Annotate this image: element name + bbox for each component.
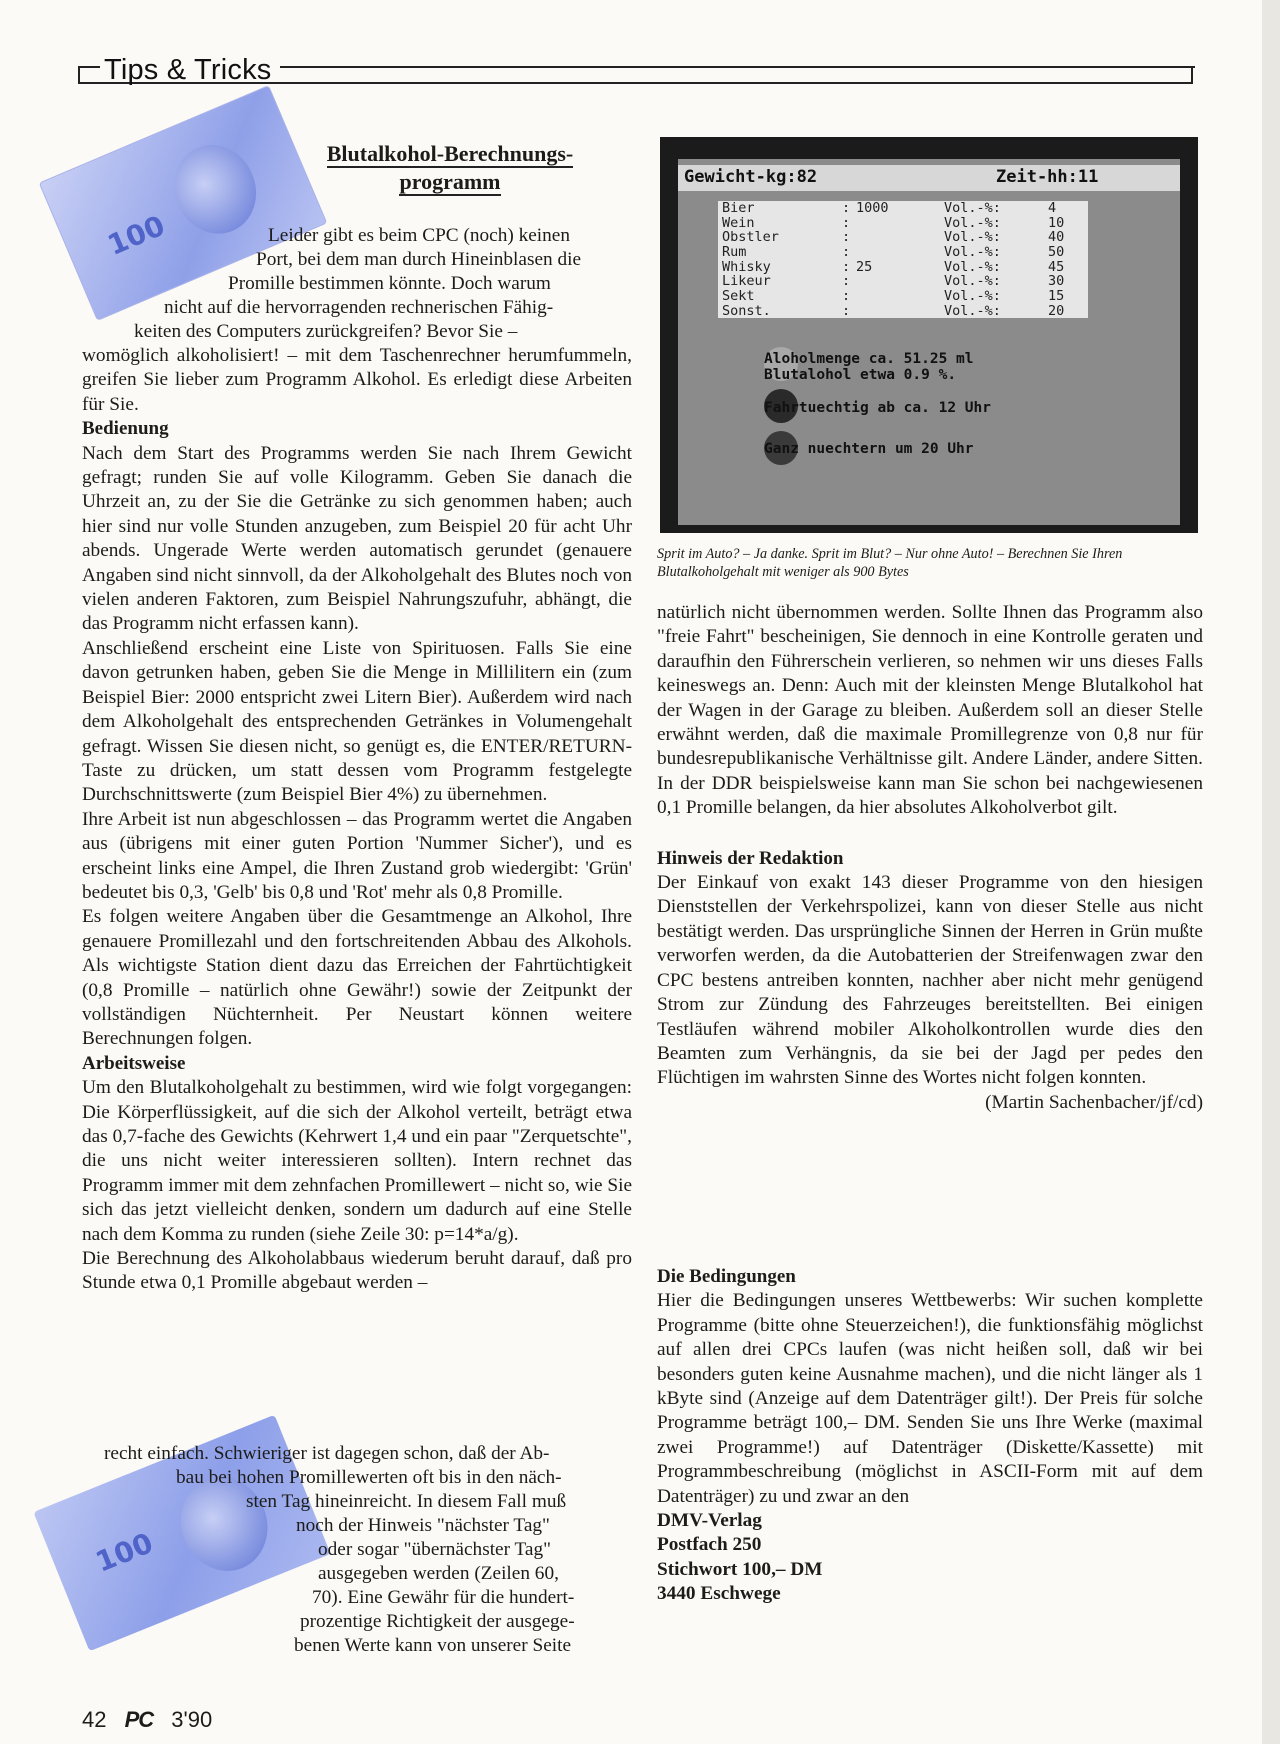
intro-line: nicht auf die hervorragenden rechnerischen Fähig- [164, 297, 554, 318]
outro-line: ausgegeben werden (Zeilen 60, [318, 1563, 559, 1584]
paragraph: Nach dem Start des Programms werden Sie nach Ihrem Gewicht gefragt; runden Sie auf volle Kilogramm. Geben Sie danach die Uhrzeit an, zu der Sie die Getränke zu sich genommen haben; auch hier sind nur volle Stunden anzugeben, zum Beispiel 20 für acht Uhr abends. Ungerade Werte werden automatisch gerundet (genauere Angaben sind nicht sinnvoll, da der Alkoholgehalt des Blutes noch von vielen anderen Faktoren, zum Beispiel Nahrungszufuhr, abhängt, die das Programm nicht erfassen kann). [82, 442, 632, 635]
time-label: Zeit-hh:11 [996, 167, 1099, 187]
issue-label: 3'90 [171, 1707, 213, 1732]
outro-line: oder sogar "übernächster Tag" [318, 1539, 552, 1560]
drink-row: Sekt : Vol.-%: 15 [722, 288, 1065, 305]
paragraph: Hier die Bedingungen unseres Wettbewerbs: Wir suchen komplette Programme (bitte ohne Steuerzeichen!), die funktionsfähig möglichst auf allen drei CPCs laufen (was nicht heißen soll, daß wir bei besonders guten keine Ausnahme machen), und die nicht länger als 1 kByte sind (Anzeige auf dem Datenträger gilt!). Der Preis für solche Programme beträgt 100,– DM. Senden Sie uns Ihre Werke (maximal zwei Programme!) auf Datenträger (Diskette/Kassette) mit Programmbeschreibung (möglichst in ASCII-Form mit auf dem Datenträger) zu und zwar an den [657, 1290, 1203, 1507]
contest-box [657, 1265, 1203, 1607]
right-column [657, 601, 1203, 1115]
figure-caption: Sprit im Auto? – Ja danke. Sprit im Blut? – Nur ohne Auto! – Berechnen Sie Ihren Blutalkoholgehalt mit weniger als 900 Bytes [657, 546, 1123, 580]
drinks-table [718, 201, 1088, 318]
outro-line: noch der Hinweis "nächster Tag" [296, 1515, 550, 1536]
left-column [82, 344, 632, 1296]
heading-bedienung: Bedienung [82, 418, 169, 440]
section-title: Tips & Tricks [104, 54, 272, 86]
paragraph: Anschließend erscheint eine Liste von Spirituosen. Falls Sie eine davon getrunken haben, geben Sie die Menge in Millilitern ein (zum Beispiel Bier: 2000 entspricht zwei Litern Bier). Außerdem wird nach dem Alkoholgehalt des entsprechenden Getränkes in Volumengehalt gefragt. Wissen Sie diesen nicht, so genügt es, die ENTER/RETURN-Taste zu drücken, um statt dessen vom Programm festgelegte Durchschnittswerte (zum Beispiel Bier 4%) zu übernehmen. [82, 637, 632, 806]
weight-label: Gewicht-kg:82 [684, 167, 818, 187]
result-fit-to-drive: Fahrtuechtig ab ca. 12 Uhr [764, 400, 991, 416]
paragraph: Um den Blutalkoholgehalt zu bestimmen, wird wie folgt vorgegangen: Die Körperflüssigkeit, auf die sich der Alkohol verteilt, beträgt etwa das 0,7-fache des Gewichts (Kehrwert 1,4 und ein paar "Zerquetschte", die uns nicht weiter interessieren sollten). Intern rechnet das Programm immer mit dem zehnfachen Promillewert – nicht so, wie Sie sich das jetzt vielleicht denken, sondern um dadurch auf eine Stelle nach dem Komma zu runden (siehe Zeile 30: p=14*a/g). [82, 1077, 632, 1245]
heading-arbeitsweise: Arbeitsweise [82, 1052, 186, 1074]
outro-line: benen Werte kann von unserer Seite [294, 1635, 572, 1656]
outro-line: sten Tag hineinreicht. In diesem Fall muß [246, 1491, 567, 1512]
intro-line: Leider gibt es beim CPC (noch) keinen [268, 225, 571, 246]
intro-line: keiten des Computers zurückgreifen? Bevor Sie – [134, 321, 518, 342]
section-header [78, 56, 1195, 88]
drink-row: Sonst. : Vol.-%: 20 [722, 302, 1065, 319]
outro-line: bau bei hohen Promillewerten oft bis in den näch- [176, 1467, 562, 1488]
heading-bedingungen: Die Bedingungen [657, 1266, 796, 1287]
screen-header-bar [678, 165, 1180, 191]
address-line: Postfach 250 [657, 1534, 762, 1556]
intro-line: Port, bei dem man durch Hineinblasen die [256, 249, 582, 270]
paragraph: womöglich alkoholisiert! – mit dem Taschenrechner herumfummeln, greifen Sie lieber zum Programm Alkohol. Es erledigt diese Arbeiten für Sie. [82, 345, 632, 415]
paragraph: natürlich nicht übernommen werden. Sollte Ihnen das Programm also "freie Fahrt" bescheinigen, Sie dennoch in eine Kontrolle geraten und daraufhin den Führerschein verlieren, so nehmen wir uns dieses Falls keineswegs an. Denn: Auch mit der kleinsten Menge Blutalkohol hat der Wagen in der Garage zu bleiben. Außerdem soll an dieser Stelle erwähnt werden, daß die maximale Promillegrenze von 0,8 nur für bundesrepublikanische Verhältnisse gilt. Andere Länder, andere Sitten. In der DDR beispielsweise kann man Sie schon bei nachgewiesenen 0,1 Promille belangen, da hier absolutes Alkoholverbot gilt. [657, 602, 1203, 819]
address-line: DMV-Verlag [657, 1510, 762, 1532]
drink-row: Whisky : 25 Vol.-%: 45 [722, 258, 1065, 275]
banknote-value: 100 [91, 1526, 158, 1579]
outro-line: prozentige Richtigkeit der ausgege- [300, 1611, 575, 1632]
author-signature: (Martin Sachenbacher/jf/cd) [985, 1091, 1203, 1113]
result-blood-alcohol: Blutalohol etwa 0.9 %. [764, 367, 957, 383]
address-line: 3440 Eschwege [657, 1583, 781, 1605]
outro-line: 70). Eine Gewähr für die hundert- [312, 1587, 575, 1608]
article-title: Blutalkohol-Berechnungs- programm [326, 141, 574, 194]
program-screenshot [660, 137, 1198, 533]
paragraph: Der Einkauf von exakt 143 dieser Programme von den hiesigen Dienststellen der Verkehrspolizei, kann von dieser Stelle aus nicht bestätigt werden. Das ursprüngliche Sinnen der Herren in Grün mußte verworfen werden, da die Autobatterien der Streifenwagen zwar den CPC bestens antreiben konnten, nachher aber nicht mehr genügend Strom zur Zündung des Fahrzeuges bereitstellten. Bei einigen Testläufen während mobiler Alkoholkontrollen wurde dies den Beamten zum Verhängnis, da sie bei der Jagd per pedes den Flüchtigen im wahrsten Sinne des Wortes nicht folgen konnten. [657, 872, 1203, 1089]
drink-row: Wein : Vol.-%: 10 [722, 214, 1065, 231]
intro-line: Promille bestimmen könnte. Doch warum [228, 273, 551, 294]
paragraph: Es folgen weitere Angaben über die Gesamtmenge an Alkohol, Ihre genauere Promillezahl und den fortschreitenden Abbau des Alkohols. Als wichtigste Station dient dazu das Erreichen der Fahrtüchtigkeit (0,8 Promille – natürlich ohne Gewähr!) sowie der Zeitpunkt der vollständigen Nüchternheit. Per Neustart können weitere Berechnungen folgen. [82, 906, 632, 1050]
page-footer [82, 1707, 224, 1733]
outro-line: recht einfach. Schwieriger ist dagegen schon, daß der Ab- [104, 1443, 550, 1464]
paragraph: Ihre Arbeit ist nun abgeschlossen – das Programm wertet die Angaben aus (übrigens mit einer guten Portion 'Nummer Sicher'), und es erscheint links eine Ampel, die Ihren Zustand grob wiedergibt: 'Grün' bedeutet bis 0,3, 'Gelb' bis 0,8 und 'Rot' mehr als 0,8 Promille. [82, 808, 632, 903]
drink-row: Likeur : Vol.-%: 30 [722, 273, 1065, 290]
result-sober: Ganz nuechtern um 20 Uhr [764, 441, 974, 457]
address-line: Stichwort 100,– DM [657, 1558, 823, 1580]
drink-row: Bier : 1000 Vol.-%: 4 [722, 200, 1057, 216]
page-number: 42 [82, 1707, 107, 1732]
banknote-value: 100 [102, 208, 170, 262]
magazine-logo: PC [124, 1707, 154, 1732]
result-alcohol-amount: Aloholmenge ca. 51.25 ml [764, 351, 974, 367]
paragraph: Die Berechnung des Alkoholabbaus wiederum beruht darauf, daß pro Stunde etwa 0,1 Promille abgebaut werden – [82, 1248, 632, 1294]
page-edge [1262, 0, 1280, 1744]
drink-row: Obstler : Vol.-%: 40 [722, 229, 1065, 246]
drink-row: Rum : Vol.-%: 50 [722, 244, 1065, 261]
heading-hinweis: Hinweis der Redaktion [657, 847, 844, 869]
